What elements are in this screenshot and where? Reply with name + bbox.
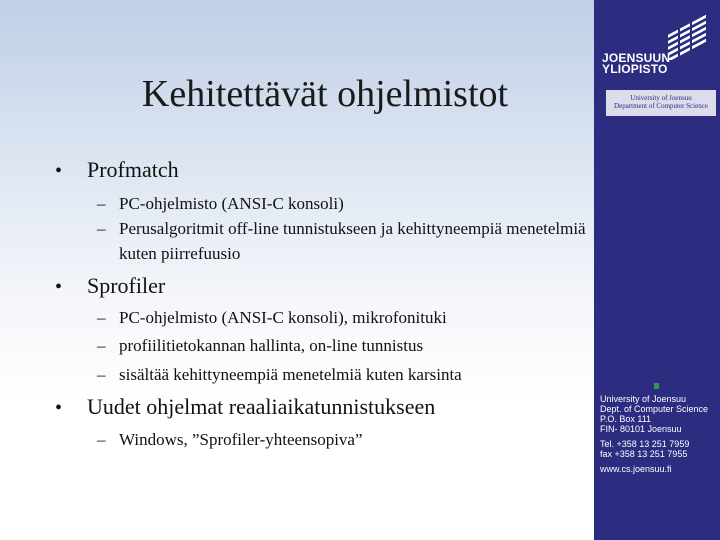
bullet-label: Uudet ohjelmat reaaliaikatunnistukseen [87,394,436,419]
dash-icon: – [97,430,106,449]
bullet-item-sprofiler [55,273,165,299]
bullet-item-profmatch [55,157,179,183]
subitem [97,362,587,387]
bullet-item-uudet-ohjelmat [55,394,435,420]
dash-icon: – [97,336,106,355]
university-sidebar [594,0,720,540]
accent-mark [654,383,659,389]
bullet-icon: • [55,397,63,419]
slide-title: Kehitettävät ohjelmistot [141,73,509,115]
contact-line: FIN- 80101 Joensuu [600,424,682,434]
subitem [97,191,587,216]
bullet-label: Sprofiler [87,273,166,298]
subitem [97,305,587,330]
bullet-icon: • [55,160,63,182]
university-name-line1: JOENSUUN [602,51,671,65]
subitem-text: profiilitietokannan hallinta, on-line tunnistus [119,336,424,355]
contact-line: Dept. of Computer Science [600,404,709,414]
dash-icon: – [97,308,106,327]
contact-info [600,394,720,474]
dash-icon: – [97,194,106,213]
contact-line: Tel. +358 13 251 7959 [600,439,690,449]
department-line2: Department of Computer Science [614,102,708,110]
subitem-text: PC-ohjelmisto (ANSI-C konsoli), mikrofonituki [119,308,447,327]
contact-link[interactable]: www.cs.joensuu.fi [600,464,672,474]
contact-line: fax +358 13 251 7955 [600,449,688,459]
subitem [97,427,587,452]
bullet-label: Profmatch [87,157,179,182]
subitem-text: sisältää kehittyneempiä menetelmiä kuten karsinta [119,365,462,384]
subitem [97,216,587,266]
department-label [606,90,716,116]
subitem [97,333,587,358]
subitem-text: PC-ohjelmisto (ANSI-C konsoli) [119,194,344,213]
university-name-line2: YLIOPISTO [602,62,668,76]
subitem-text: Windows, ”Sprofiler-yhteensopiva” [119,430,363,449]
contact-line: P.O. Box 111 [600,414,652,424]
subitem-text: Perusalgoritmit off-line tunnistukseen ja kehittyneempiä menetelmiä kuten piirrefuusio [119,219,586,263]
dash-icon: – [97,219,106,238]
university-name [602,53,702,75]
department-line1: University of Joensuu [630,94,692,102]
bullet-icon: • [55,276,63,298]
dash-icon: – [97,365,106,384]
contact-line: University of Joensuu [600,394,687,404]
